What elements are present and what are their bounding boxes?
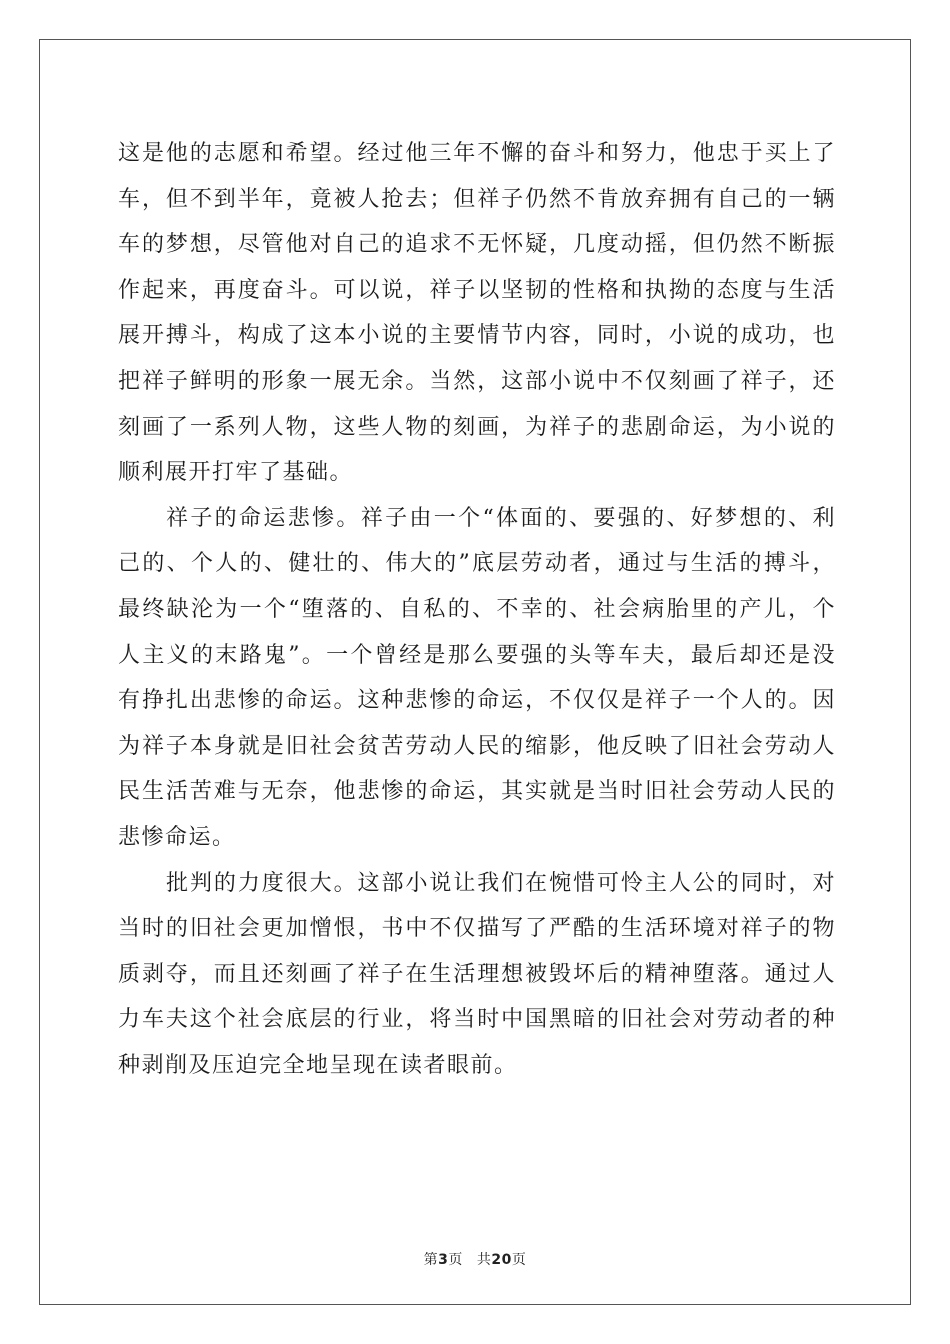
- page-suffix: 页: [448, 1252, 463, 1268]
- total-pages: 20: [491, 1252, 512, 1268]
- text-line: 人主义的末路鬼”。一个曾经是那么要强的头等车夫，最后却还是没: [118, 642, 836, 668]
- text-line: 力车夫这个社会底层的行业，将当时中国黑暗的旧社会对劳动者的种: [118, 1007, 836, 1033]
- text-line: 种剥削及压迫完全地呈现在读者眼前。: [118, 1052, 518, 1078]
- text-line: 车的梦想，尽管他对自己的追求不无怀疑，几度动摇，但仍然不断振: [118, 232, 836, 258]
- text-line: 作起来，再度奋斗。可以说，祥子以坚韧的性格和执拗的态度与生活: [118, 277, 836, 303]
- text-line: 这是他的志愿和希望。经过他三年不懈的奋斗和努力，他忠于买上了: [118, 141, 836, 166]
- total-suffix: 页: [511, 1252, 527, 1268]
- text-line: 把祥子鲜明的形象一展无余。当然，这部小说中不仅刻画了祥子，还: [118, 368, 836, 394]
- text-line: 顺利展开打牢了基础。: [118, 460, 354, 486]
- text-line: 质剥夺，而且还刻画了祥子在生活理想被毁坏后的精神堕落。通过人: [118, 961, 836, 987]
- document-body: [118, 131, 836, 1088]
- text-line: 有挣扎出悲惨的命运。这种悲惨的命运，不仅仅是祥子一个人的。因: [118, 688, 836, 714]
- paragraph-first-line: 批判的力度很大。这部小说让我们在惋惜可怜主人公的同时，对: [166, 870, 836, 896]
- text-line: 悲惨命运。: [118, 824, 236, 850]
- page-prefix: 第: [423, 1252, 439, 1268]
- page-number: 3: [438, 1252, 449, 1268]
- text-line: 刻画了一系列人物，这些人物的刻画，为祥子的悲剧命运，为小说的: [118, 414, 836, 440]
- page-footer: [0, 1249, 950, 1269]
- text-line: 车，但不到半年，竟被人抢去；但祥子仍然不肯放弃拥有自己的一辆: [118, 186, 836, 212]
- text-line: 民生活苦难与无奈，他悲惨的命运，其实就是当时旧社会劳动人民的: [118, 779, 836, 805]
- text-line: 当时的旧社会更加憎恨，书中不仅描写了严酷的生活环境对祥子的物: [118, 916, 836, 942]
- paragraph-first-line: 祥子的命运悲惨。祥子由一个“体面的、要强的、好梦想的、利: [166, 505, 836, 531]
- text-line: 为祥子本身就是旧社会贫苦劳动人民的缩影，他反映了旧社会劳动人: [118, 733, 836, 759]
- text-line: 展开搏斗，构成了这本小说的主要情节内容，同时，小说的成功，也: [118, 323, 836, 349]
- text-line: 最终缺沦为一个“堕落的、自私的、不幸的、社会病胎里的产儿，个: [118, 596, 836, 622]
- text-line: 己的、个人的、健壮的、伟大的”底层劳动者，通过与生活的搏斗，: [118, 551, 836, 577]
- total-prefix: 共: [476, 1252, 492, 1268]
